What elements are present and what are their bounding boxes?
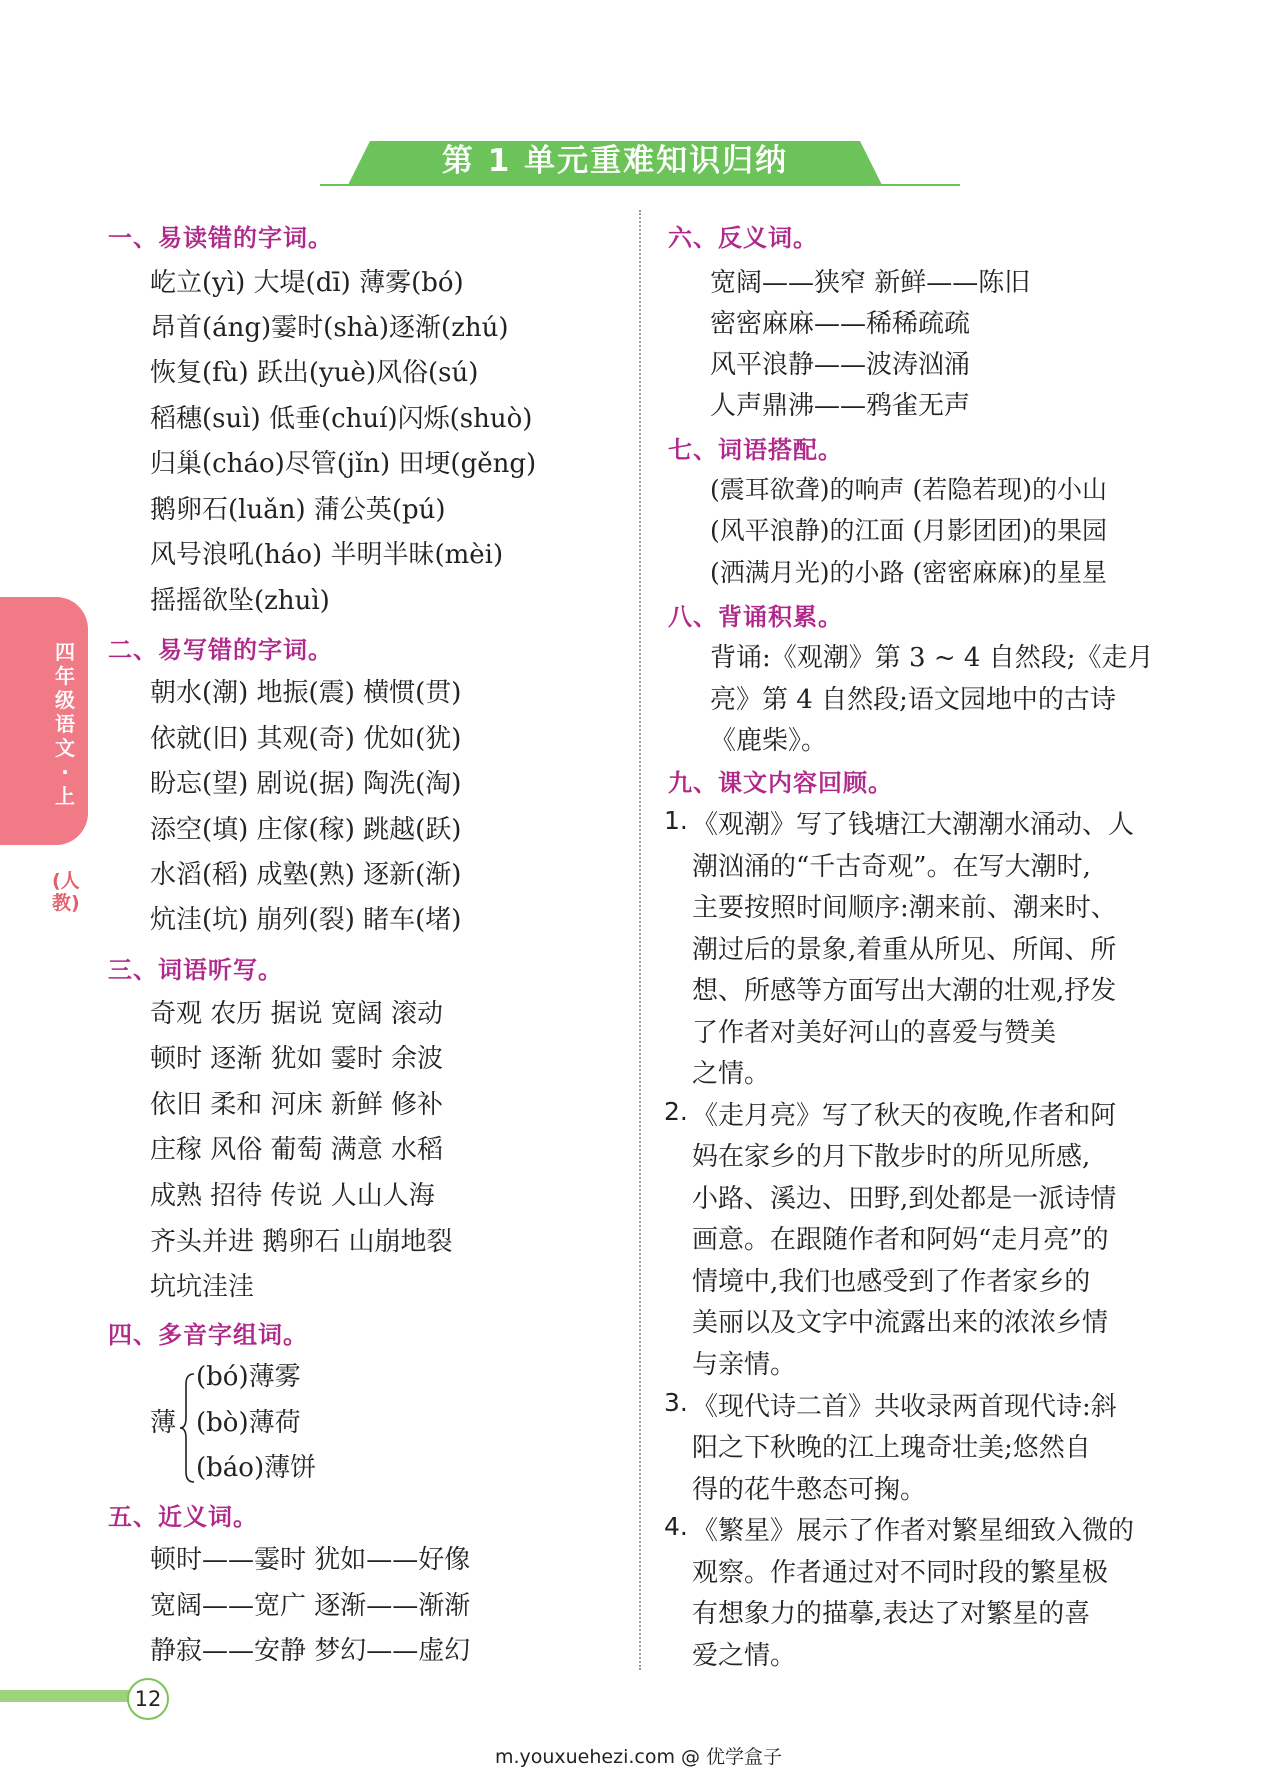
polyphone-item: (bò)薄荷: [196, 1408, 301, 1438]
s7-line: (洒满月光)的小路 (密密麻麻)的星星: [710, 558, 1107, 587]
s5-line: 静寂——安静 梦幻——虚幻: [150, 1636, 471, 1666]
review-line: 《现代诗二首》共收录两首现代诗:斜: [692, 1392, 1117, 1422]
review-number: 2.: [664, 1097, 688, 1126]
s1-line: 风号浪吼(háo) 半明半昧(mèi): [150, 540, 504, 570]
review-line: 美丽以及文字中流露出来的浓浓乡情: [692, 1308, 1109, 1338]
section-heading-7: 七、词语搭配。: [668, 436, 843, 464]
review-line: 了作者对美好河山的喜爱与赞美: [692, 1018, 1057, 1048]
section-heading-5: 五、近义词。: [108, 1503, 258, 1531]
review-line: 潮过后的景象,着重从所见、所闻、所: [692, 935, 1117, 965]
s3-line: 齐头并进 鹅卵石 山崩地裂: [150, 1227, 453, 1257]
section-heading-8: 八、背诵积累。: [668, 603, 843, 631]
side-tab-edition: (人教): [52, 870, 80, 914]
s2-line: 朝水(潮) 地振(震) 横惯(贯): [150, 678, 462, 708]
page-title: 第 1 单元重难知识归纳: [441, 143, 789, 179]
section-heading-3: 三、词语听写。: [108, 956, 283, 984]
review-line: 《观潮》写了钱塘江大潮潮水涌动、人: [692, 810, 1135, 840]
review-line: 小路、溪边、田野,到处都是一派诗情: [692, 1184, 1117, 1214]
review-line: 妈在家乡的月下散步时的所见所感,: [692, 1142, 1091, 1172]
review-line: 有想象力的描摹,表达了对繁星的喜: [692, 1599, 1091, 1629]
s3-line: 庄稼 风俗 葡萄 满意 水稻: [150, 1135, 444, 1165]
s2-line: 炕洼(坑) 崩列(裂) 睹车(堵): [150, 905, 462, 935]
s1-line: 鹅卵石(luǎn) 蒲公英(pú): [150, 495, 446, 525]
review-line: 《繁星》展示了作者对繁星细致入微的: [692, 1516, 1135, 1546]
s3-line: 奇观 农历 据说 宽阔 滚动: [150, 999, 444, 1029]
s5-line: 宽阔——宽广 逐渐——渐渐: [150, 1591, 471, 1621]
section-heading-6: 六、反义词。: [668, 224, 818, 252]
review-number: 1.: [664, 806, 688, 835]
review-number: 3.: [664, 1388, 688, 1417]
s7-line: (震耳欲聋)的响声 (若隐若现)的小山: [710, 475, 1107, 504]
s1-line: 稻穗(suì) 低垂(chuí)闪烁(shuò): [150, 404, 533, 434]
s1-line: 摇摇欲坠(zhuì): [150, 586, 330, 616]
review-line: 想、所感等方面写出大潮的壮观,抒发: [692, 976, 1117, 1006]
column-divider: [639, 210, 641, 1670]
s2-line: 依就(旧) 其观(奇) 优如(犹): [150, 724, 462, 754]
s3-line: 顿时 逐渐 犹如 霎时 余波: [150, 1044, 444, 1074]
s8-line: 背诵:《观潮》第 3 ~ 4 自然段;《走月: [710, 643, 1154, 673]
s2-line: 添空(填) 庄傢(稼) 跳越(跃): [150, 815, 462, 845]
review-line: 情境中,我们也感受到了作者家乡的: [692, 1267, 1091, 1297]
review-line: 得的花牛憨态可掬。: [692, 1475, 927, 1505]
s6-line: 风平浪静——波涛汹涌: [710, 350, 971, 380]
s1-line: 恢复(fù) 跃出(yuè)风俗(sú): [150, 358, 479, 388]
s2-line: 水滔(稻) 成塾(熟) 逐新(渐): [150, 860, 462, 890]
title-banner: [320, 137, 910, 189]
s1-line: 昂首(áng)霎时(shà)逐渐(zhú): [150, 313, 509, 343]
s2-line: 盼忘(望) 剧说(据) 陶洗(淘): [150, 769, 462, 799]
review-line: 潮汹涌的“千古奇观”。在写大潮时,: [692, 852, 1091, 882]
review-line: 之情。: [692, 1059, 771, 1089]
polyphone-item: (báo)薄饼: [196, 1453, 317, 1483]
polyphone-item: (bó)薄雾: [196, 1362, 301, 1392]
review-line: 阳之下秋晚的江上瑰奇壮美;悠然自: [692, 1433, 1091, 1463]
page-number: 12: [127, 1678, 169, 1720]
s8-line: 《鹿柴》。: [710, 726, 828, 756]
side-tab-grade: 四年级语文·上: [55, 640, 75, 808]
review-line: 与亲情。: [692, 1350, 797, 1380]
s6-line: 密密麻麻——稀稀疏疏: [710, 309, 971, 339]
review-line: 爱之情。: [692, 1641, 797, 1671]
s6-line: 人声鼎沸——鸦雀无声: [710, 391, 971, 421]
review-number: 4.: [664, 1512, 688, 1541]
section-heading-9: 九、课文内容回顾。: [668, 769, 893, 797]
page-number-bar: [0, 1690, 140, 1702]
s1-line: 屹立(yì) 大堤(dī) 薄雾(bó): [150, 268, 464, 298]
s6-line: 宽阔——狭窄 新鲜——陈旧: [710, 268, 1031, 298]
s3-line: 依旧 柔和 河床 新鲜 修补: [150, 1090, 444, 1120]
s3-line: 成熟 招待 传说 人山人海: [150, 1181, 435, 1211]
s5-line: 顿时——霎时 犹如——好像: [150, 1545, 471, 1575]
section-heading-1: 一、易读错的字词。: [108, 224, 333, 252]
review-line: 画意。在跟随作者和阿妈“走月亮”的: [692, 1225, 1109, 1255]
s3-line: 坑坑洼洼: [150, 1272, 255, 1302]
s8-line: 亮》第 4 自然段;语文园地中的古诗: [710, 685, 1116, 715]
polyphone-char: 薄: [150, 1408, 177, 1438]
section-heading-4: 四、多音字组词。: [108, 1321, 308, 1349]
review-line: 主要按照时间顺序:潮来前、潮来时、: [692, 893, 1117, 923]
section-heading-2: 二、易写错的字词。: [108, 636, 333, 664]
footer-watermark: m.youxuehezi.com @ 优学盒子: [494, 1746, 783, 1768]
s1-line: 归巢(cháo)尽管(jǐn) 田埂(gěng): [150, 449, 537, 479]
review-line: 《走月亮》写了秋天的夜晚,作者和阿: [692, 1101, 1117, 1131]
s7-line: (风平浪静)的江面 (月影团团)的果园: [710, 516, 1107, 545]
brace-icon: [180, 1372, 196, 1488]
review-line: 观察。作者通过对不同时段的繁星极: [692, 1558, 1109, 1588]
